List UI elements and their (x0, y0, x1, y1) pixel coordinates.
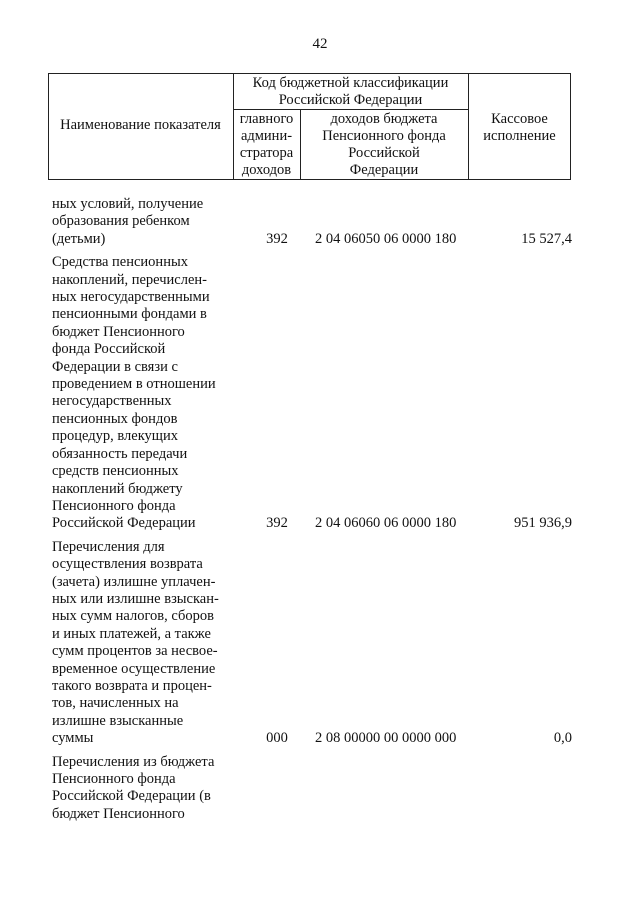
group-title-line-2: Российской Федерации (278, 92, 423, 108)
indicator-name: Средства пенсионных накоплений, перечислен- ных негосударственными пенсионными фондами в бюджет Пенсионного фонда Российской Федерации в связи с проведением в отношении негосударственных пенсионных фондов процедур, влекущих обязанность передачи средств пенсионных накоплений бюджету Пенсионного фонда Российской Федерации (52, 254, 216, 532)
cash-execution: 951 936,9 (514, 515, 572, 532)
cash-execution: 0,0 (553, 730, 572, 747)
col-name-header: Наименование показателя (60, 117, 221, 133)
page-number: 42 (312, 36, 328, 52)
header-top-border (48, 73, 571, 74)
col-exec-header: Кассовое исполнение (483, 111, 556, 144)
admin-code: 000 (266, 730, 288, 747)
separator-group (233, 109, 468, 110)
table-row (52, 539, 572, 748)
admin-code: 392 (266, 230, 288, 247)
indicator-name: Перечисления из бюджета Пенсионного фонда Российской Федерации (в бюджет Пенсионного (52, 753, 215, 822)
table-row (52, 254, 572, 533)
table-row (52, 196, 572, 248)
header-bottom-border (48, 179, 571, 180)
admin-code: 392 (266, 515, 288, 532)
col-income-header: доходов бюджета Пенсионного фонда Российской Федерации (322, 111, 446, 178)
income-code: 2 04 06060 06 0000 180 (315, 515, 457, 532)
table-header (48, 73, 571, 180)
income-code: 2 04 06050 06 0000 180 (315, 230, 457, 247)
col-admin-header: главного админи- стратора доходов (239, 111, 294, 178)
indicator-name: ных условий, получение образования ребенком (детьми) (52, 196, 204, 247)
group-title-line-1: Код бюджетной классификации (252, 75, 449, 91)
table-body (52, 196, 572, 829)
indicator-name: Перечисления для осуществления возврата (зачета) излишне уплачен- ных или излишне взыскан- ных сумм налогов, сборов и иных платежей, а также сумм процентов за несвое- временное осуществление такого возврата и процен- тов, начисленных на излишне взысканные суммы (52, 538, 219, 747)
income-code: 2 08 00000 00 0000 000 (315, 730, 457, 747)
cash-execution: 15 527,4 (521, 230, 572, 247)
table-row (52, 754, 572, 824)
